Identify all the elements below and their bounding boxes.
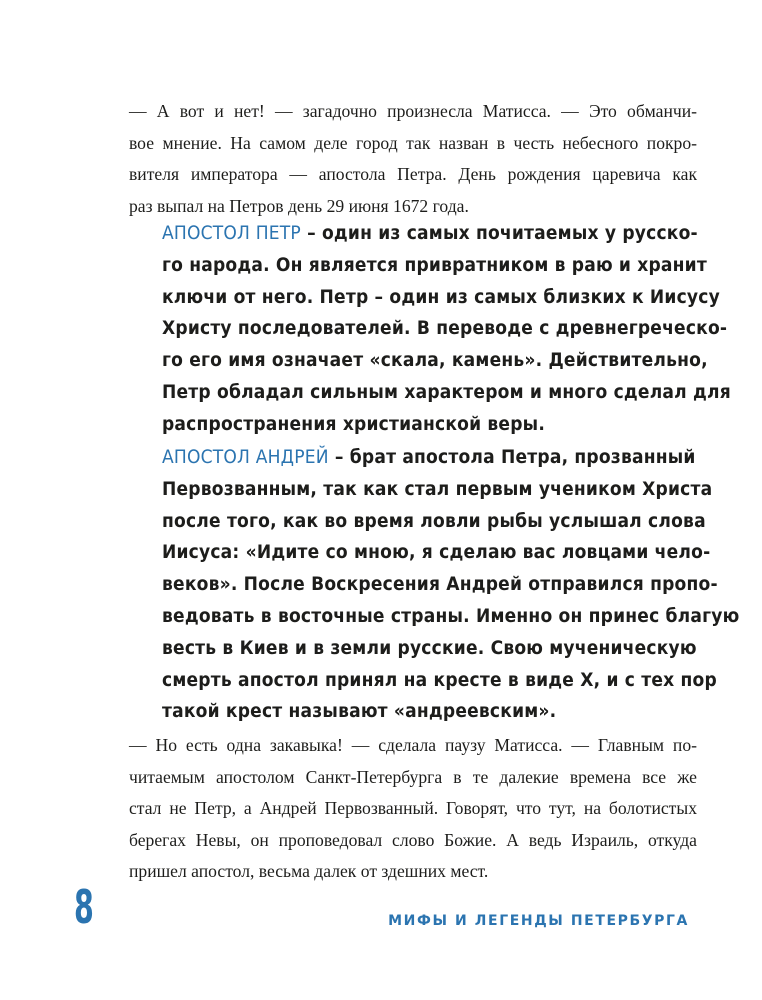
- note-apostle-andrew: [162, 442, 740, 728]
- note-line: Христу последователей. В переводе с древнегреческо-: [162, 317, 728, 340]
- text-line: — А вот и нет! — загадочно произнесла Матисса. — Это обманчи-: [129, 101, 697, 121]
- note-text: – один из самых почитаемых у русско-: [300, 222, 698, 244]
- note-apostle-peter: [162, 218, 731, 441]
- paragraph-conclusion: [129, 730, 697, 888]
- note-term: АПОСТОЛ ПЕТР: [162, 222, 301, 244]
- note-line: веков». После Воскресения Андрей отправился пропо-: [162, 573, 718, 596]
- note-line: го народа. Он является привратником в раю и хранит: [162, 253, 707, 276]
- note-line: распространения христианской веры.: [162, 412, 546, 435]
- note-term: АПОСТОЛ АНДРЕЙ: [162, 446, 329, 468]
- note-line: ведовать в восточные страны. Именно он принес благую: [162, 604, 740, 627]
- running-title: МИФЫ И ЛЕГЕНДЫ ПЕТЕРБУРГА: [388, 913, 689, 929]
- note-line: после того, как во время ловли рыбы услышал слова: [162, 509, 706, 532]
- text-line: берегах Невы, он проповедовал слово Божие. А ведь Израиль, откуда: [129, 829, 697, 850]
- note-line: Первозванным, так как стал первым учеником Христа: [162, 477, 713, 500]
- text-line: раз выпал на Петров день 29 июня 1672 года.: [129, 195, 469, 216]
- text-line: вителя императора — апостола Петра. День рождения царевича как: [129, 164, 697, 184]
- note-text: – брат апостола Петра, прозванный: [328, 446, 696, 468]
- note-line: Иисуса: «Идите со мною, я сделаю вас ловцами чело-: [162, 541, 711, 564]
- text-line: читаемым апостолом Санкт-Петербурга в те далекие времена все же: [129, 766, 697, 787]
- text-line: вое мнение. На самом деле город так назван в честь небесного покро-: [129, 132, 697, 153]
- note-line: весть в Киев и в земли русские. Свою мученическую: [162, 636, 697, 659]
- note-line: Петр обладал сильным характером и много сделал для: [162, 380, 731, 403]
- note-line: го его имя означает «скала, камень». Действительно,: [162, 349, 708, 372]
- note-line: ключи от него. Петр – один из самых близких к Иисусу: [162, 285, 720, 308]
- note-line: смерть апостол принял на кресте в виде Х, и с тех пор: [162, 668, 717, 691]
- text-line: пришел апостол, весьма далек от здешних мест.: [129, 861, 489, 881]
- text-line: стал не Петр, а Андрей Первозванный. Говорят, что тут, на болотистых: [129, 798, 697, 818]
- text-line: — Но есть одна закавыка! — сделала паузу Матисса. — Главным по-: [129, 735, 697, 755]
- paragraph-intro: [129, 96, 697, 222]
- note-line: такой крест называют «андреевским».: [162, 700, 557, 723]
- page-number: 8: [74, 880, 94, 934]
